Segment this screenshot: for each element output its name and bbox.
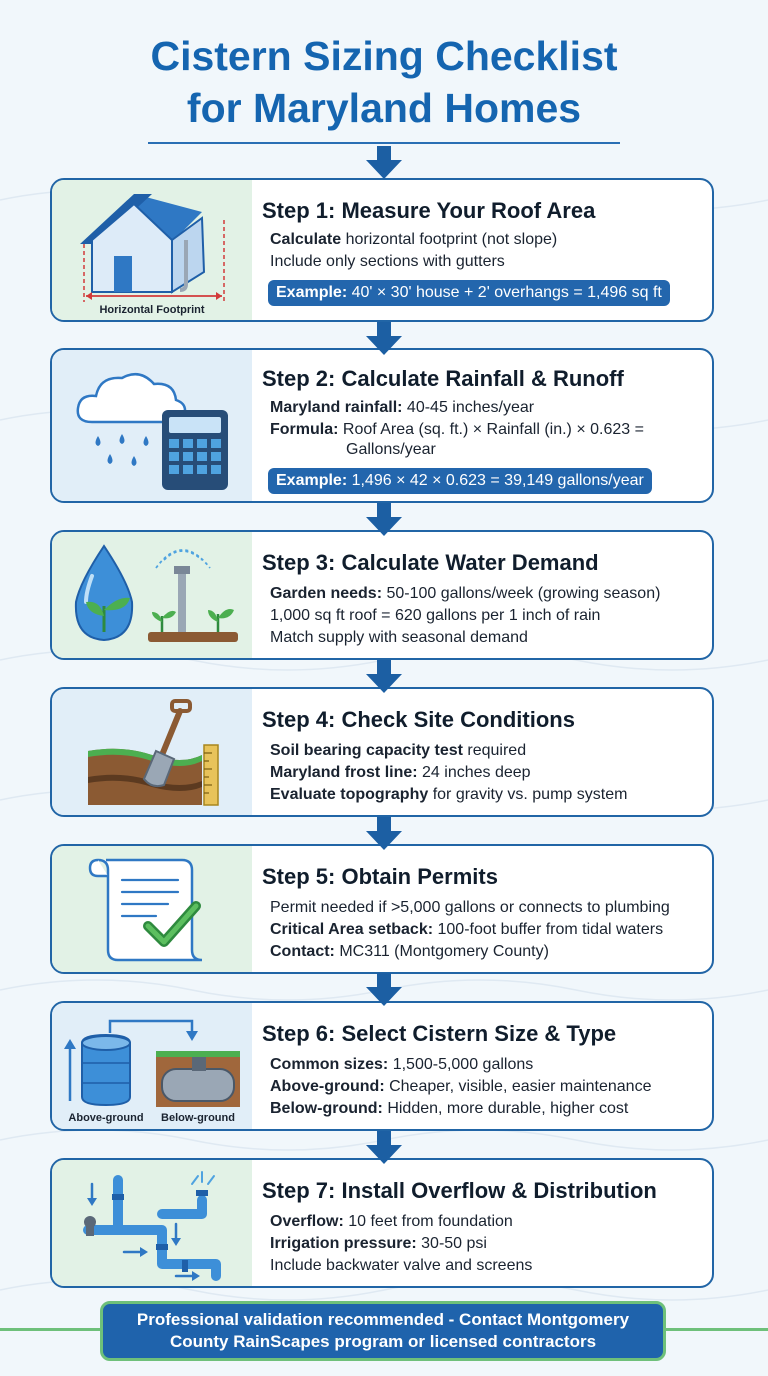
step-5-line-3: Contact: MC311 (Montgomery County) bbox=[270, 943, 549, 960]
step-2-example: Example: 1,496 × 42 × 0.623 = 39,149 gallons/year bbox=[268, 468, 652, 494]
house-roof-icon bbox=[52, 180, 252, 322]
shovel-soil-icon bbox=[52, 689, 252, 817]
step-1-line-2: Include only sections with gutters bbox=[270, 253, 505, 270]
step-5-title: Step 5: Obtain Permits bbox=[262, 864, 498, 889]
step-card-5 bbox=[50, 844, 714, 974]
step-3-icon-panel bbox=[52, 532, 252, 658]
step-6-line-1: Common sizes: 1,500-5,000 gallons bbox=[270, 1056, 534, 1073]
down-arrow-icon bbox=[364, 322, 404, 356]
step-4-line-3: Evaluate topography for gravity vs. pump system bbox=[270, 786, 628, 803]
step-6-title: Step 6: Select Cistern Size & Type bbox=[262, 1021, 617, 1046]
step-7-line-3: Include backwater valve and screens bbox=[270, 1257, 533, 1274]
down-arrow-icon bbox=[364, 1131, 404, 1165]
permit-document-check-icon bbox=[52, 846, 252, 974]
footer-line-1: Professional validation recommended - Contact Montgomery bbox=[136, 1310, 630, 1329]
step-7-title: Step 7: Install Overflow & Distribution bbox=[262, 1178, 657, 1203]
step-7-icon-panel bbox=[52, 1160, 252, 1286]
step-3-line-2: 1,000 sq ft roof = 620 gallons per 1 inch of rain bbox=[270, 607, 601, 624]
horizontal-footprint-label: Horizontal Footprint bbox=[99, 304, 205, 316]
step-4-line-1: Soil bearing capacity test required bbox=[270, 742, 527, 759]
footer-line-2: County RainScapes program or licensed contractors bbox=[169, 1332, 597, 1351]
step-7-line-1: Overflow: 10 feet from foundation bbox=[270, 1213, 513, 1230]
step-6-line-2: Above-ground: Cheaper, visible, easier maintenance bbox=[270, 1078, 652, 1095]
step-card-2 bbox=[50, 348, 714, 503]
step-5-line-2: Critical Area setback: 100-foot buffer from tidal waters bbox=[270, 921, 664, 938]
step-2-line-2: Formula: Roof Area (sq. ft.) × Rainfall (in.) × 0.623 = bbox=[270, 421, 644, 438]
step-7-line-2: Irrigation pressure: 30-50 psi bbox=[270, 1235, 487, 1252]
step-1-example: Example: 40' × 30' house + 2' overhangs = 1,496 sq ft bbox=[268, 280, 670, 306]
above-ground-label: Above-ground bbox=[68, 1112, 144, 1124]
step-card-4 bbox=[50, 687, 714, 817]
step-6-line-3: Below-ground: Hidden, more durable, higher cost bbox=[270, 1100, 629, 1117]
down-arrow-icon bbox=[364, 503, 404, 537]
step-card-7 bbox=[50, 1158, 714, 1288]
pipes-valves-icon bbox=[52, 1160, 252, 1288]
down-arrow-icon bbox=[364, 973, 404, 1007]
step-5-icon-panel bbox=[52, 846, 252, 972]
down-arrow-icon bbox=[364, 660, 404, 694]
rain-cloud-calculator-icon bbox=[52, 350, 252, 503]
step-card-3 bbox=[50, 530, 714, 660]
down-arrow-icon bbox=[364, 817, 404, 851]
step-1-line-1: Calculate horizontal footprint (not slope) bbox=[270, 231, 558, 248]
page-title-line-1: Cistern Sizing Checklist bbox=[150, 33, 618, 79]
step-4-line-2: Maryland frost line: 24 inches deep bbox=[270, 764, 531, 781]
title-divider bbox=[148, 142, 620, 144]
step-2-title: Step 2: Calculate Rainfall & Runoff bbox=[262, 366, 624, 391]
page-title bbox=[0, 30, 768, 134]
step-2-line-1: Maryland rainfall: 40-45 inches/year bbox=[270, 399, 535, 416]
step-2-icon-panel bbox=[52, 350, 252, 501]
step-1-icon-panel bbox=[52, 180, 252, 320]
below-ground-label: Below-ground bbox=[161, 1112, 235, 1124]
step-4-icon-panel bbox=[52, 689, 252, 815]
step-4-title: Step 4: Check Site Conditions bbox=[262, 707, 575, 732]
footer-banner bbox=[100, 1301, 666, 1361]
water-drop-sprinkler-icon bbox=[52, 532, 252, 660]
step-3-line-1: Garden needs: 50-100 gallons/week (growing season) bbox=[270, 585, 661, 602]
page-title-line-2: for Maryland Homes bbox=[186, 85, 582, 131]
step-6-icon-panel bbox=[52, 1003, 252, 1129]
step-3-title: Step 3: Calculate Water Demand bbox=[262, 550, 599, 575]
step-1-title: Step 1: Measure Your Roof Area bbox=[262, 198, 596, 223]
down-arrow-icon bbox=[364, 146, 404, 180]
step-5-line-1: Permit needed if >5,000 gallons or connects to plumbing bbox=[270, 899, 670, 916]
step-card-1 bbox=[50, 178, 714, 322]
step-card-6 bbox=[50, 1001, 714, 1131]
step-3-line-3: Match supply with seasonal demand bbox=[270, 629, 528, 646]
cistern-tanks-icon bbox=[52, 1003, 252, 1131]
step-2-line-3: Gallons/year bbox=[346, 441, 436, 458]
